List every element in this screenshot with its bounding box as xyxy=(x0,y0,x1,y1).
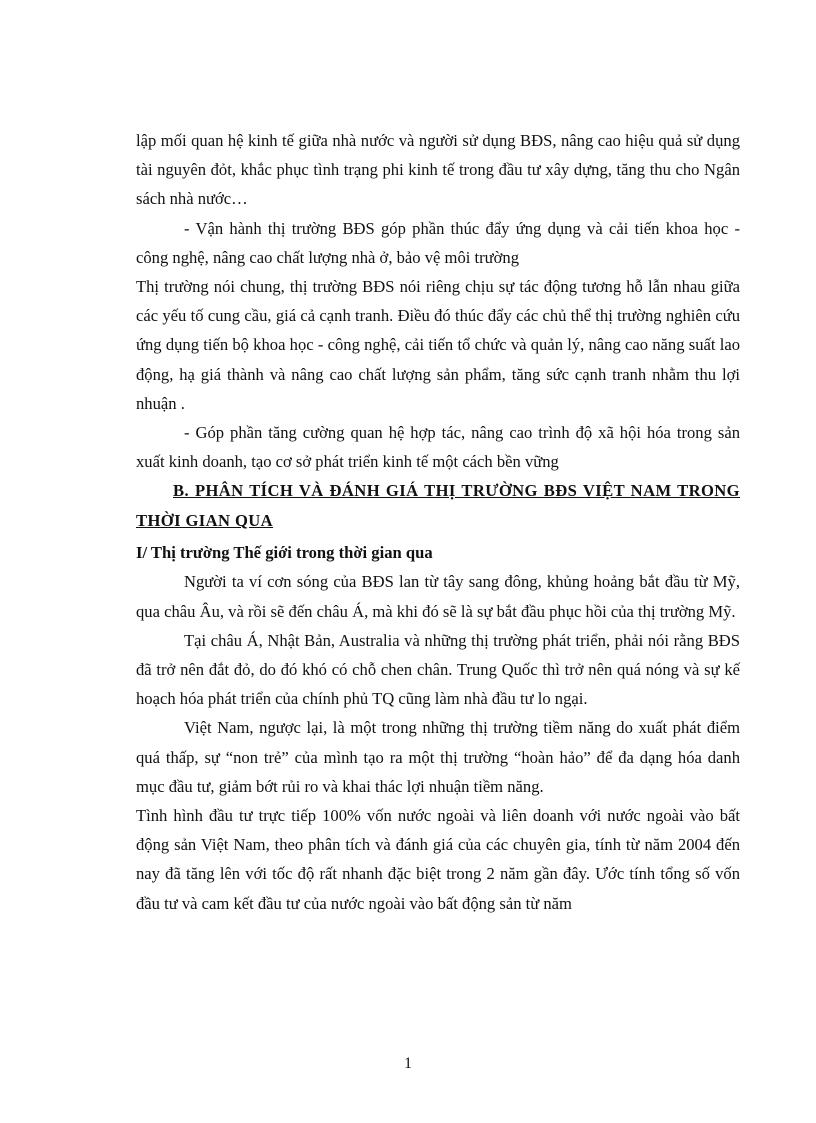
paragraph: Tại châu Á, Nhật Bản, Australia và những thị trường phát triển, phải nói rằng BĐS đã trở nên đắt đỏ, do đó khó có chỗ chen chân. Trung Quốc thì trở nên quá nóng và sự kế hoạch hóa phát triển của chính phủ TQ cũng làm nhà đầu tư lo ngại. xyxy=(136,630,740,709)
subsection-heading: I/ Thị trường Thế giới trong thời gian qua xyxy=(136,543,433,563)
paragraph: Thị trường nói chung, thị trường BĐS nói riêng chịu sự tác động tương hỗ lẫn nhau giữa các yếu tố cung cầu, giá cả cạnh tranh. Điều đó thúc đẩy các chủ thể thị trường nghiên cứu ứng dụng tiến bộ khoa học - công nghệ, cải tiến tổ chức và quản lý, nâng cao năng suất lao động, hạ giá thành và nâng cao chất lượng sản phẩm, tăng sức cạnh tranh nhằm thu lợi nhuận . xyxy=(136,277,740,413)
paragraph: Tình hình đầu tư trực tiếp 100% vốn nước ngoài và liên doanh với nước ngoài vào bất động sản Việt Nam, theo phân tích và đánh giá của các chuyên gia, tính từ năm 2004 đến nay đã tăng lên với tốc độ rất nhanh đặc biệt trong 2 năm gần đây. Ước tính tổng số vốn đầu tư và cam kết đầu tư của nước ngoài vào bất động sản từ năm xyxy=(136,806,740,913)
paragraph: Việt Nam, ngược lại, là một trong những thị trường tiềm năng do xuất phát điểm quá thấp, sự “non trẻ” của mình tạo ra một thị trường “hoàn hảo” để đa dạng hóa danh mục đầu tư, giảm bớt rủi ro và khai thác lợi nhuận tiềm năng. xyxy=(136,718,740,796)
page-number: 1 xyxy=(404,1055,412,1072)
document-page xyxy=(136,126,740,918)
paragraph: lập mối quan hệ kinh tế giữa nhà nước và người sử dụng BĐS, nâng cao hiệu quả sử dụng tài nguyên đỏt, khắc phục tình trạng phi kinh tế trong đầu tư xây dựng, tăng thu cho Ngân sách nhà nước… xyxy=(136,131,740,209)
paragraph: - Góp phần tăng cường quan hệ hợp tác, nâng cao trình độ xã hội hóa trong sản xuất kinh doanh, tạo cơ sở phát triển kinh tế một cách bền vững xyxy=(136,423,740,472)
section-heading: B. PHÂN TÍCH VÀ ĐÁNH GIÁ THỊ TRƯỜNG BĐS VIỆT NAM TRONG THỜI GIAN QUA xyxy=(136,481,740,531)
paragraph: Người ta ví cơn sóng của BĐS lan từ tây sang đông, khủng hoảng bắt đầu từ Mỹ, qua châu Âu, và rồi sẽ đến châu Á, mà khi đó sẽ là sự bắt đầu phục hồi của thị trường Mỹ. xyxy=(136,572,740,621)
paragraph: - Vận hành thị trường BĐS góp phần thúc đẩy ứng dụng và cải tiến khoa học - công nghệ, nâng cao chất lượng nhà ở, bảo vệ môi trường xyxy=(136,218,740,267)
